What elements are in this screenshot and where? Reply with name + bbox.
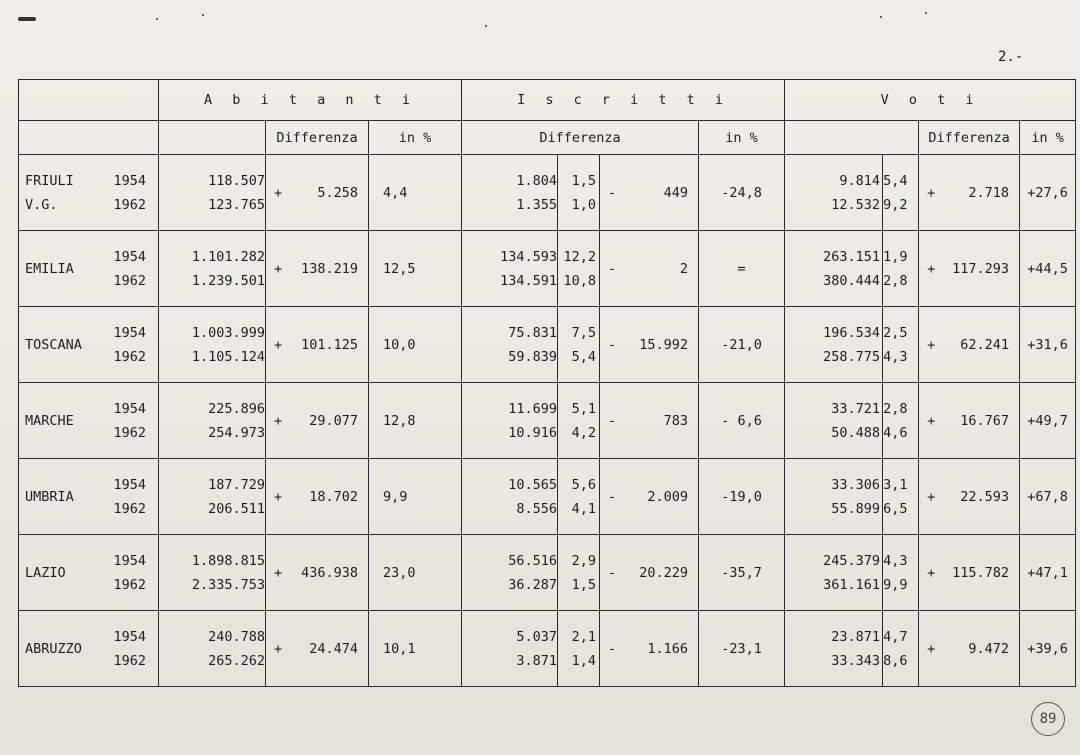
iscritti-share-cell — [558, 231, 600, 307]
voti-share-1954: 3,1 — [883, 476, 908, 493]
year-1962: 1962 — [113, 500, 146, 517]
iscritti-1962: 3.871 — [516, 652, 558, 669]
voti-1954: 196.534 — [823, 324, 881, 341]
iscritti-pct-cell: -23,1 — [699, 611, 785, 687]
abitanti-pct-cell: 4,4 — [369, 155, 462, 231]
ink-speck — [880, 16, 882, 18]
iscritti-diff-cell — [600, 535, 699, 611]
abitanti-1962: 265.262 — [208, 652, 265, 669]
iscritti-1954: 1.804 — [516, 172, 558, 189]
voti-share-cell — [883, 383, 919, 459]
abitanti-pct-cell: 12,8 — [369, 383, 462, 459]
abitanti-1962: 206.511 — [208, 500, 265, 517]
table-row — [19, 155, 1076, 231]
abitanti-diff-cell — [266, 535, 369, 611]
ink-speck — [925, 12, 927, 14]
year-1954: 1954 — [113, 324, 146, 341]
abitanti-1962: 123.765 — [208, 196, 265, 213]
iscritti-diff-cell — [600, 155, 699, 231]
header-row-sub — [19, 121, 1076, 155]
header-abitanti-blank — [159, 121, 266, 155]
voti-diff-value: 115.782 — [952, 564, 1010, 581]
iscritti-pct-cell: -21,0 — [699, 307, 785, 383]
region-name: FRIULI V.G. — [25, 172, 74, 213]
iscritti-share-1962: 10,8 — [563, 272, 597, 289]
region-cell — [19, 383, 159, 459]
abitanti-diff-sign: + — [274, 260, 283, 277]
year-1954: 1954 — [113, 248, 146, 265]
voti-diff-value: 2.718 — [968, 184, 1010, 201]
ink-speck — [156, 18, 158, 20]
abitanti-cell — [159, 231, 266, 307]
iscritti-1962: 1.355 — [516, 196, 558, 213]
iscritti-share-cell — [558, 307, 600, 383]
abitanti-cell — [159, 383, 266, 459]
ink-speck — [485, 25, 487, 27]
iscritti-cell — [462, 611, 558, 687]
abitanti-diff-cell — [266, 611, 369, 687]
abitanti-pct-cell: 9,9 — [369, 459, 462, 535]
iscritti-diff-value: 1.166 — [647, 640, 689, 657]
voti-share-cell — [883, 231, 919, 307]
abitanti-diff-value: 436.938 — [301, 564, 358, 581]
abitanti-diff-value: 138.219 — [301, 260, 358, 277]
abitanti-pct-cell: 12,5 — [369, 231, 462, 307]
page-number: 2.- — [998, 49, 1024, 65]
voti-1954: 245.379 — [823, 552, 881, 569]
table-row — [19, 307, 1076, 383]
iscritti-1962: 36.287 — [508, 576, 558, 593]
voti-diff-sign: + — [927, 640, 936, 657]
abitanti-pct-cell: 10,0 — [369, 307, 462, 383]
iscritti-pct-cell: -24,8 — [699, 155, 785, 231]
voti-pct-cell: +39,6 — [1020, 611, 1076, 687]
voti-cell — [785, 383, 883, 459]
table-row — [19, 535, 1076, 611]
abitanti-1962: 1.105.124 — [191, 348, 265, 365]
abitanti-diff-sign: + — [274, 412, 283, 429]
abitanti-diff-cell — [266, 231, 369, 307]
iscritti-diff-cell — [600, 459, 699, 535]
voti-diff-value: 16.767 — [960, 412, 1010, 429]
voti-1954: 263.151 — [823, 248, 881, 265]
year-1954: 1954 — [113, 400, 146, 417]
abitanti-diff-cell — [266, 383, 369, 459]
iscritti-diff-sign: - — [608, 640, 617, 657]
header-iscritti-pct: in % — [699, 121, 785, 155]
abitanti-diff-value: 29.077 — [309, 412, 358, 429]
ink-mark — [18, 17, 36, 21]
voti-share-1962: 9,9 — [883, 576, 908, 593]
voti-cell — [785, 231, 883, 307]
voti-diff-value: 117.293 — [952, 260, 1010, 277]
voti-share-1954: 1,9 — [883, 248, 908, 265]
voti-diff-cell — [919, 611, 1020, 687]
iscritti-1954: 11.699 — [508, 400, 558, 417]
iscritti-diff-value: 20.229 — [639, 564, 689, 581]
iscritti-diff-sign: - — [608, 336, 617, 353]
iscritti-share-1962: 4,1 — [571, 500, 597, 517]
abitanti-diff-sign: + — [274, 184, 283, 201]
abitanti-diff-value: 24.474 — [309, 640, 358, 657]
iscritti-share-1954: 5,1 — [571, 400, 597, 417]
voti-share-1962: 9,2 — [883, 196, 908, 213]
voti-cell — [785, 459, 883, 535]
iscritti-diff-sign: - — [608, 564, 617, 581]
table-row — [19, 383, 1076, 459]
region-cell — [19, 459, 159, 535]
voti-pct-cell: +67,8 — [1020, 459, 1076, 535]
table-row — [19, 231, 1076, 307]
data-table — [18, 79, 1076, 687]
abitanti-1954: 1.101.282 — [191, 248, 265, 265]
abitanti-diff-value: 5.258 — [317, 184, 358, 201]
iscritti-cell — [462, 459, 558, 535]
abitanti-1954: 118.507 — [208, 172, 265, 189]
iscritti-share-1962: 5,4 — [571, 348, 597, 365]
region-cell — [19, 611, 159, 687]
iscritti-cell — [462, 155, 558, 231]
iscritti-share-1954: 1,5 — [571, 172, 597, 189]
iscritti-diff-cell — [600, 383, 699, 459]
voti-share-1962: 4,6 — [883, 424, 908, 441]
voti-share-1954: 4,3 — [883, 552, 908, 569]
iscritti-1962: 10.916 — [508, 424, 558, 441]
iscritti-diff-value: 2.009 — [647, 488, 689, 505]
voti-share-1962: 8,6 — [883, 652, 908, 669]
voti-1954: 33.306 — [831, 476, 881, 493]
abitanti-cell — [159, 611, 266, 687]
voti-share-cell — [883, 611, 919, 687]
iscritti-cell — [462, 535, 558, 611]
iscritti-diff-value: 783 — [663, 412, 689, 429]
voti-share-1954: 2,5 — [883, 324, 908, 341]
abitanti-1954: 240.788 — [208, 628, 265, 645]
iscritti-1954: 134.593 — [500, 248, 558, 265]
abitanti-1962: 1.239.501 — [191, 272, 265, 289]
iscritti-diff-cell — [600, 307, 699, 383]
header-corner — [19, 80, 159, 121]
iscritti-share-1954: 12,2 — [563, 248, 597, 265]
voti-share-cell — [883, 307, 919, 383]
abitanti-pct-cell: 10,1 — [369, 611, 462, 687]
voti-share-cell — [883, 535, 919, 611]
region-cell — [19, 535, 159, 611]
year-1962: 1962 — [113, 196, 146, 213]
voti-pct-cell: +49,7 — [1020, 383, 1076, 459]
voti-diff-value: 22.593 — [960, 488, 1010, 505]
region-name: UMBRIA — [25, 488, 74, 505]
voti-diff-sign: + — [927, 184, 936, 201]
iscritti-cell — [462, 383, 558, 459]
year-1954: 1954 — [113, 172, 146, 189]
voti-1962: 50.488 — [831, 424, 881, 441]
iscritti-share-1962: 1,0 — [571, 196, 597, 213]
voti-share-1962: 6,5 — [883, 500, 908, 517]
region-name: ABRUZZO — [25, 640, 82, 657]
iscritti-share-cell — [558, 155, 600, 231]
archive-stamp: 89 — [1031, 702, 1065, 736]
iscritti-share-cell — [558, 535, 600, 611]
abitanti-1954: 225.896 — [208, 400, 265, 417]
iscritti-share-1954: 7,5 — [571, 324, 597, 341]
header-voti-differenza: Differenza — [919, 121, 1020, 155]
year-1962: 1962 — [113, 272, 146, 289]
iscritti-diff-value: 2 — [679, 260, 689, 277]
iscritti-diff-sign: - — [608, 184, 617, 201]
voti-diff-cell — [919, 231, 1020, 307]
iscritti-diff-value: 449 — [663, 184, 689, 201]
ink-speck — [202, 14, 204, 16]
header-abitanti-pct: in % — [369, 121, 462, 155]
voti-cell — [785, 307, 883, 383]
iscritti-share-1954: 5,6 — [571, 476, 597, 493]
abitanti-diff-cell — [266, 459, 369, 535]
abitanti-cell — [159, 155, 266, 231]
iscritti-share-1954: 2,9 — [571, 552, 597, 569]
voti-pct-cell: +44,5 — [1020, 231, 1076, 307]
region-name: LAZIO — [25, 564, 66, 581]
region-name: TOSCANA — [25, 336, 82, 353]
abitanti-diff-sign: + — [274, 564, 283, 581]
abitanti-pct-cell: 23,0 — [369, 535, 462, 611]
iscritti-diff-sign: - — [608, 260, 617, 277]
header-corner-sub — [19, 121, 159, 155]
iscritti-pct-cell: -35,7 — [699, 535, 785, 611]
voti-1962: 258.775 — [823, 348, 881, 365]
voti-share-1954: 5,4 — [883, 172, 908, 189]
voti-diff-cell — [919, 535, 1020, 611]
year-1962: 1962 — [113, 424, 146, 441]
voti-diff-sign: + — [927, 260, 936, 277]
voti-pct-cell: +47,1 — [1020, 535, 1076, 611]
iscritti-1954: 75.831 — [508, 324, 558, 341]
voti-share-1954: 4,7 — [883, 628, 908, 645]
iscritti-1962: 8.556 — [516, 500, 558, 517]
voti-diff-cell — [919, 155, 1020, 231]
voti-1954: 33.721 — [831, 400, 881, 417]
header-row-groups — [19, 80, 1076, 121]
abitanti-diff-cell — [266, 307, 369, 383]
voti-share-cell — [883, 459, 919, 535]
iscritti-1962: 134.591 — [500, 272, 558, 289]
abitanti-diff-value: 18.702 — [309, 488, 358, 505]
year-1962: 1962 — [113, 348, 146, 365]
voti-pct-cell: +27,6 — [1020, 155, 1076, 231]
table-row — [19, 611, 1076, 687]
region-cell — [19, 307, 159, 383]
year-1954: 1954 — [113, 552, 146, 569]
iscritti-diff-cell — [600, 231, 699, 307]
header-abitanti: A b i t a n t i — [159, 80, 462, 121]
header-voti-blank — [785, 121, 919, 155]
voti-pct-cell: +31,6 — [1020, 307, 1076, 383]
region-cell — [19, 231, 159, 307]
voti-diff-value: 62.241 — [960, 336, 1010, 353]
abitanti-cell — [159, 459, 266, 535]
iscritti-1962: 59.839 — [508, 348, 558, 365]
abitanti-cell — [159, 535, 266, 611]
voti-diff-sign: + — [927, 336, 936, 353]
iscritti-cell — [462, 231, 558, 307]
iscritti-diff-sign: - — [608, 488, 617, 505]
voti-share-1954: 2,8 — [883, 400, 908, 417]
voti-diff-sign: + — [927, 488, 936, 505]
iscritti-diff-cell — [600, 611, 699, 687]
region-name: EMILIA — [25, 260, 74, 277]
iscritti-share-1954: 2,1 — [571, 628, 597, 645]
voti-diff-cell — [919, 459, 1020, 535]
abitanti-cell — [159, 307, 266, 383]
header-voti: V o t i — [785, 80, 1076, 121]
voti-share-1962: 2,8 — [883, 272, 908, 289]
voti-share-cell — [883, 155, 919, 231]
iscritti-share-cell — [558, 611, 600, 687]
iscritti-1954: 10.565 — [508, 476, 558, 493]
iscritti-diff-value: 15.992 — [639, 336, 689, 353]
iscritti-1954: 56.516 — [508, 552, 558, 569]
iscritti-pct-cell: - 6,6 — [699, 383, 785, 459]
voti-1962: 12.532 — [831, 196, 881, 213]
voti-diff-cell — [919, 383, 1020, 459]
iscritti-share-cell — [558, 459, 600, 535]
voti-cell — [785, 611, 883, 687]
abitanti-diff-sign: + — [274, 640, 283, 657]
abitanti-1962: 254.973 — [208, 424, 265, 441]
abitanti-diff-value: 101.125 — [301, 336, 358, 353]
iscritti-pct-cell: -19,0 — [699, 459, 785, 535]
year-1962: 1962 — [113, 576, 146, 593]
iscritti-share-1962: 1,4 — [571, 652, 597, 669]
voti-diff-sign: + — [927, 412, 936, 429]
voti-diff-sign: + — [927, 564, 936, 581]
voti-cell — [785, 535, 883, 611]
voti-1962: 361.161 — [823, 576, 881, 593]
iscritti-1954: 5.037 — [516, 628, 558, 645]
year-1954: 1954 — [113, 628, 146, 645]
abitanti-diff-cell — [266, 155, 369, 231]
iscritti-share-cell — [558, 383, 600, 459]
header-abitanti-differenza: Differenza — [266, 121, 369, 155]
region-name: MARCHE — [25, 412, 74, 429]
header-voti-pct: in % — [1020, 121, 1076, 155]
abitanti-1954: 1.003.999 — [191, 324, 265, 341]
abitanti-1954: 1.898.815 — [191, 552, 265, 569]
voti-1954: 9.814 — [839, 172, 881, 189]
year-1954: 1954 — [113, 476, 146, 493]
voti-cell — [785, 155, 883, 231]
header-iscritti-differenza: Differenza — [462, 121, 699, 155]
voti-share-1962: 4,3 — [883, 348, 908, 365]
iscritti-pct-cell: = — [699, 231, 785, 307]
voti-1962: 380.444 — [823, 272, 881, 289]
abitanti-1954: 187.729 — [208, 476, 265, 493]
voti-diff-cell — [919, 307, 1020, 383]
abitanti-diff-sign: + — [274, 336, 283, 353]
iscritti-diff-sign: - — [608, 412, 617, 429]
iscritti-share-1962: 4,2 — [571, 424, 597, 441]
table-row — [19, 459, 1076, 535]
header-iscritti: I s c r i t t i — [462, 80, 785, 121]
voti-1962: 33.343 — [831, 652, 881, 669]
abitanti-1962: 2.335.753 — [191, 576, 265, 593]
voti-diff-value: 9.472 — [968, 640, 1010, 657]
iscritti-cell — [462, 307, 558, 383]
voti-1962: 55.899 — [831, 500, 881, 517]
abitanti-diff-sign: + — [274, 488, 283, 505]
iscritti-share-1962: 1,5 — [571, 576, 597, 593]
region-cell — [19, 155, 159, 231]
voti-1954: 23.871 — [831, 628, 881, 645]
year-1962: 1962 — [113, 652, 146, 669]
